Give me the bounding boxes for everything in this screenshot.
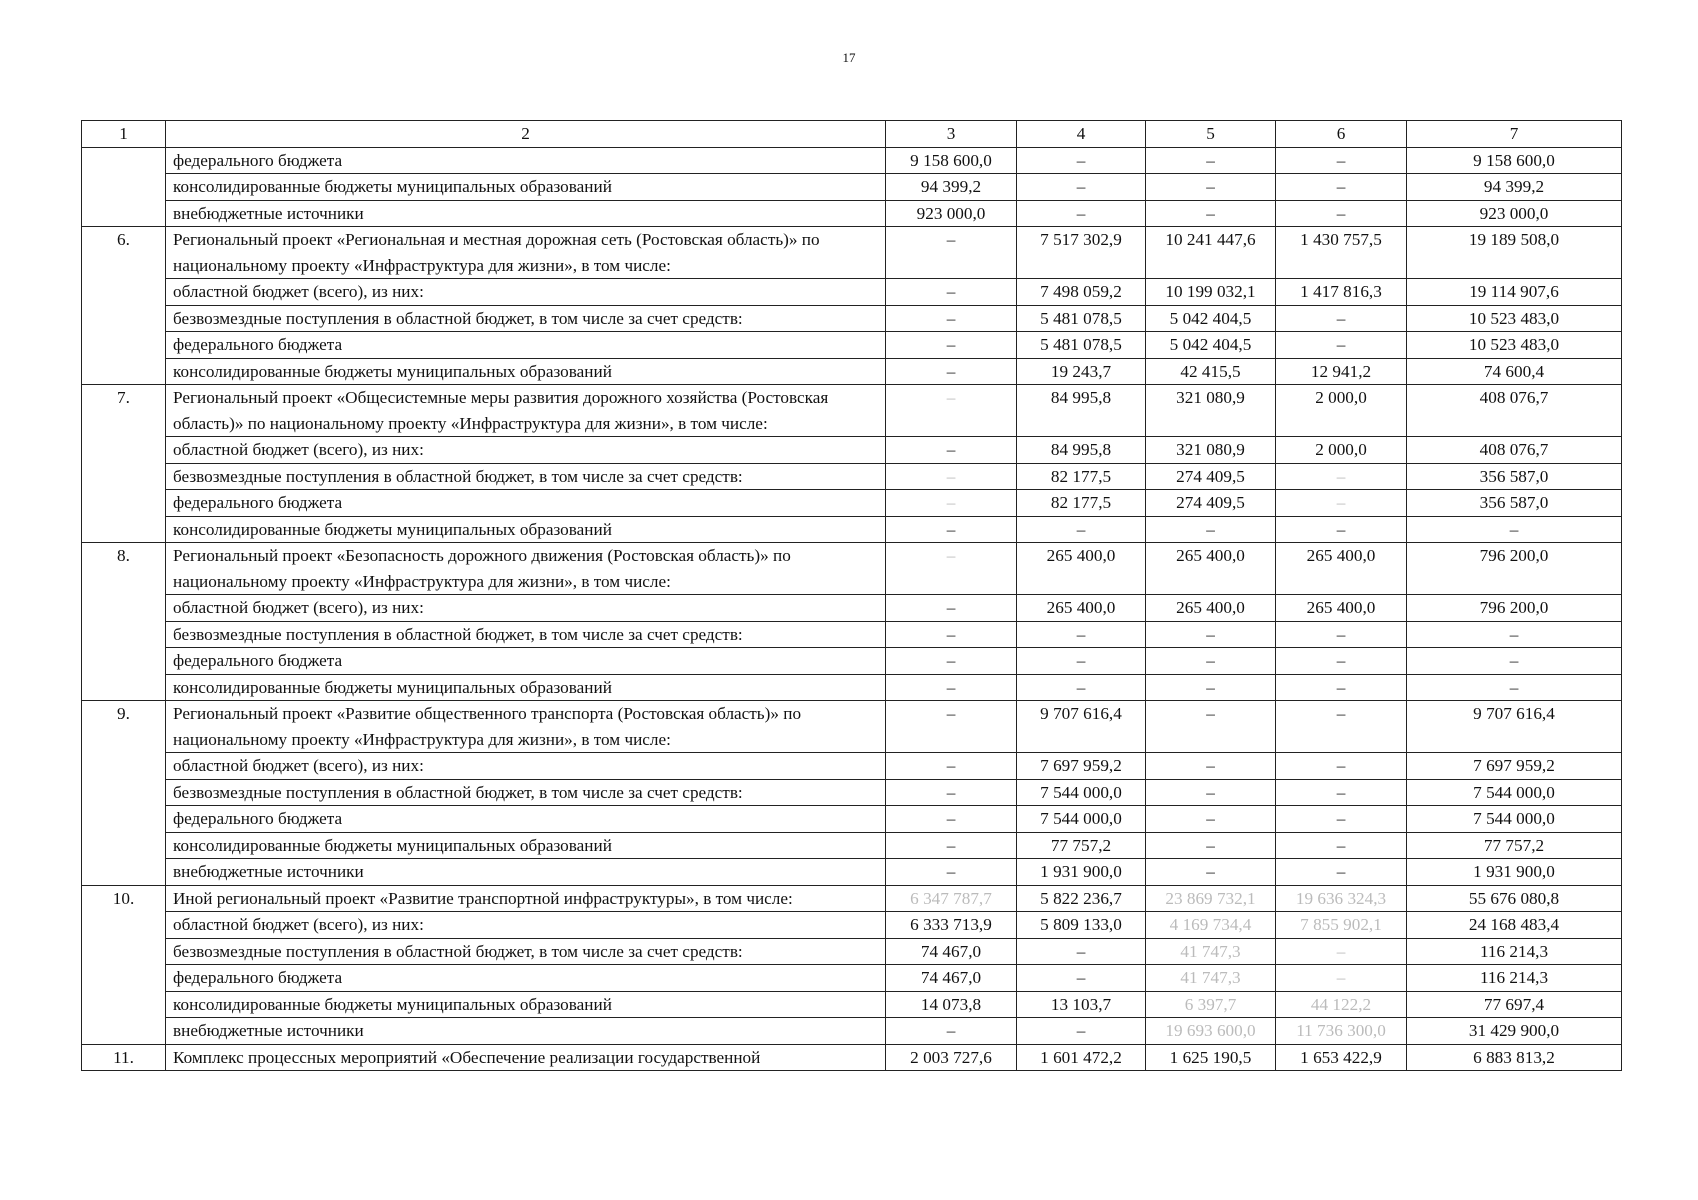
value-cell: 5 481 078,5	[1017, 305, 1146, 332]
value-cell: 2 003 727,6	[886, 1044, 1017, 1071]
value-cell: 19 243,7	[1017, 358, 1146, 385]
value-cell: 74 467,0	[886, 965, 1017, 992]
table-body	[82, 121, 1622, 1071]
value-cell: 7 544 000,0	[1017, 779, 1146, 806]
value-cell: –	[886, 701, 1017, 753]
value-cell: –	[1017, 674, 1146, 701]
value-cell: 74 467,0	[886, 938, 1017, 965]
row-number: 10.	[82, 885, 166, 1044]
header-cell: 5	[1146, 121, 1276, 148]
value-cell: 5 042 404,5	[1146, 305, 1276, 332]
row-label: Региональный проект «Безопасность дорожного движения (Ростовская область)» по национальному проекту «Инфраструктура для жизни», в том числе:	[166, 543, 886, 595]
value-cell: 6 333 713,9	[886, 912, 1017, 939]
value-cell: –	[1407, 516, 1622, 543]
value-cell: –	[1146, 621, 1276, 648]
row-label: Иной региональный проект «Развитие транспортной инфраструктуры», в том числе:	[166, 885, 886, 912]
table-row	[82, 147, 1622, 174]
value-cell: 796 200,0	[1407, 543, 1622, 595]
row-label: федерального бюджета	[166, 490, 886, 517]
row-label: консолидированные бюджеты муниципальных образований	[166, 674, 886, 701]
table-row	[82, 701, 1622, 753]
table-row	[82, 200, 1622, 227]
value-cell: –	[1407, 674, 1622, 701]
value-cell: 12 941,2	[1276, 358, 1407, 385]
row-number	[82, 147, 166, 227]
value-cell: 10 523 483,0	[1407, 332, 1622, 359]
value-cell: 2 000,0	[1276, 437, 1407, 464]
table-row	[82, 595, 1622, 622]
value-cell: 7 517 302,9	[1017, 227, 1146, 279]
row-label: безвозмездные поступления в областной бюджет, в том числе за счет средств:	[166, 938, 886, 965]
header-cell: 4	[1017, 121, 1146, 148]
table-row	[82, 938, 1622, 965]
value-cell: –	[1146, 174, 1276, 201]
value-cell: 84 995,8	[1017, 385, 1146, 437]
value-cell: –	[1017, 516, 1146, 543]
value-cell: –	[886, 279, 1017, 306]
table-row	[82, 463, 1622, 490]
value-cell: –	[886, 806, 1017, 833]
value-cell: 74 600,4	[1407, 358, 1622, 385]
table-row	[82, 779, 1622, 806]
table-row	[82, 991, 1622, 1018]
value-cell: –	[886, 358, 1017, 385]
value-cell: –	[1146, 516, 1276, 543]
value-cell: –	[886, 543, 1017, 595]
value-cell: 2 000,0	[1276, 385, 1407, 437]
value-cell: –	[886, 753, 1017, 780]
value-cell: –	[886, 832, 1017, 859]
value-cell: –	[886, 859, 1017, 886]
table-row	[82, 621, 1622, 648]
value-cell: 10 241 447,6	[1146, 227, 1276, 279]
row-label: федерального бюджета	[166, 332, 886, 359]
value-cell: –	[1276, 965, 1407, 992]
value-cell: 796 200,0	[1407, 595, 1622, 622]
value-cell: 1 931 900,0	[1017, 859, 1146, 886]
value-cell: 82 177,5	[1017, 490, 1146, 517]
value-cell: 11 736 300,0	[1276, 1018, 1407, 1045]
row-label: внебюджетные источники	[166, 1018, 886, 1045]
row-number: 7.	[82, 385, 166, 543]
value-cell: –	[1276, 305, 1407, 332]
value-cell: 7 697 959,2	[1407, 753, 1622, 780]
row-label: федерального бюджета	[166, 648, 886, 675]
table-row	[82, 1044, 1622, 1071]
table-row	[82, 174, 1622, 201]
value-cell: –	[886, 595, 1017, 622]
value-cell: 19 693 600,0	[1146, 1018, 1276, 1045]
table-row	[82, 674, 1622, 701]
value-cell: 7 697 959,2	[1017, 753, 1146, 780]
value-cell: 1 430 757,5	[1276, 227, 1407, 279]
value-cell: –	[1276, 753, 1407, 780]
value-cell: 23 869 732,1	[1146, 885, 1276, 912]
value-cell: 408 076,7	[1407, 385, 1622, 437]
table-row	[82, 859, 1622, 886]
value-cell: –	[1276, 701, 1407, 753]
value-cell: –	[1017, 200, 1146, 227]
row-label: безвозмездные поступления в областной бюджет, в том числе за счет средств:	[166, 779, 886, 806]
row-label: Региональный проект «Развитие общественного транспорта (Ростовская область)» по национальному проекту «Инфраструктура для жизни», в том числе:	[166, 701, 886, 753]
value-cell: –	[1276, 648, 1407, 675]
header-cell: 7	[1407, 121, 1622, 148]
value-cell: –	[1276, 200, 1407, 227]
value-cell: 10 523 483,0	[1407, 305, 1622, 332]
row-label: областной бюджет (всего), из них:	[166, 437, 886, 464]
value-cell: –	[886, 674, 1017, 701]
row-number: 11.	[82, 1044, 166, 1071]
value-cell: 4 169 734,4	[1146, 912, 1276, 939]
value-cell: 7 544 000,0	[1407, 806, 1622, 833]
row-label: консолидированные бюджеты муниципальных образований	[166, 358, 886, 385]
value-cell: 1 931 900,0	[1407, 859, 1622, 886]
value-cell: 321 080,9	[1146, 385, 1276, 437]
page-number: 17	[842, 50, 856, 65]
value-cell: –	[1276, 621, 1407, 648]
value-cell: 31 429 900,0	[1407, 1018, 1622, 1045]
value-cell: 5 809 133,0	[1017, 912, 1146, 939]
value-cell: 42 415,5	[1146, 358, 1276, 385]
value-cell: –	[1276, 516, 1407, 543]
value-cell: –	[1146, 859, 1276, 886]
row-label: безвозмездные поступления в областной бюджет, в том числе за счет средств:	[166, 463, 886, 490]
value-cell: 408 076,7	[1407, 437, 1622, 464]
value-cell: –	[886, 385, 1017, 437]
table-row	[82, 227, 1622, 279]
value-cell: –	[1146, 648, 1276, 675]
value-cell: 356 587,0	[1407, 463, 1622, 490]
value-cell: –	[1146, 200, 1276, 227]
value-cell: 77 757,2	[1017, 832, 1146, 859]
row-label: внебюджетные источники	[166, 200, 886, 227]
value-cell: 1 417 816,3	[1276, 279, 1407, 306]
value-cell: –	[1276, 832, 1407, 859]
value-cell: 19 189 508,0	[1407, 227, 1622, 279]
value-cell: –	[886, 227, 1017, 279]
value-cell: 19 636 324,3	[1276, 885, 1407, 912]
value-cell: 321 080,9	[1146, 437, 1276, 464]
value-cell: –	[886, 463, 1017, 490]
value-cell: 6 347 787,7	[886, 885, 1017, 912]
row-number: 8.	[82, 543, 166, 701]
table-row	[82, 912, 1622, 939]
value-cell: –	[1146, 147, 1276, 174]
table-row	[82, 385, 1622, 437]
table-row	[82, 832, 1622, 859]
row-label: областной бюджет (всего), из них:	[166, 279, 886, 306]
value-cell: –	[1017, 938, 1146, 965]
header-cell: 6	[1276, 121, 1407, 148]
row-label: консолидированные бюджеты муниципальных образований	[166, 832, 886, 859]
value-cell: –	[1276, 674, 1407, 701]
value-cell: –	[886, 648, 1017, 675]
value-cell: –	[886, 1018, 1017, 1045]
value-cell: 9 707 616,4	[1017, 701, 1146, 753]
row-label: федерального бюджета	[166, 147, 886, 174]
value-cell: 1 625 190,5	[1146, 1044, 1276, 1071]
value-cell: 5 042 404,5	[1146, 332, 1276, 359]
value-cell: –	[1146, 806, 1276, 833]
table-row	[82, 648, 1622, 675]
value-cell: 24 168 483,4	[1407, 912, 1622, 939]
value-cell: –	[1146, 832, 1276, 859]
value-cell: –	[886, 516, 1017, 543]
row-label: консолидированные бюджеты муниципальных образований	[166, 991, 886, 1018]
value-cell: –	[1017, 648, 1146, 675]
row-label: областной бюджет (всего), из них:	[166, 595, 886, 622]
header-cell: 1	[82, 121, 166, 148]
value-cell: 265 400,0	[1017, 595, 1146, 622]
table-row	[82, 516, 1622, 543]
value-cell: –	[886, 332, 1017, 359]
header-cell: 2	[166, 121, 886, 148]
value-cell: 13 103,7	[1017, 991, 1146, 1018]
table-row	[82, 1018, 1622, 1045]
value-cell: 265 400,0	[1276, 595, 1407, 622]
budget-table	[81, 120, 1622, 1071]
value-cell: 1 653 422,9	[1276, 1044, 1407, 1071]
value-cell: 923 000,0	[886, 200, 1017, 227]
row-label: внебюджетные источники	[166, 859, 886, 886]
table-row	[82, 753, 1622, 780]
row-label: федерального бюджета	[166, 806, 886, 833]
row-number: 6.	[82, 227, 166, 385]
value-cell: 356 587,0	[1407, 490, 1622, 517]
value-cell: –	[1276, 806, 1407, 833]
table-row	[82, 358, 1622, 385]
value-cell: 116 214,3	[1407, 938, 1622, 965]
value-cell: –	[1017, 174, 1146, 201]
value-cell: 1 601 472,2	[1017, 1044, 1146, 1071]
value-cell: –	[1276, 490, 1407, 517]
table-row	[82, 806, 1622, 833]
header-cell: 3	[886, 121, 1017, 148]
value-cell: 77 757,2	[1407, 832, 1622, 859]
value-cell: 9 158 600,0	[886, 147, 1017, 174]
value-cell: –	[1017, 1018, 1146, 1045]
value-cell: –	[1276, 938, 1407, 965]
value-cell: –	[1276, 332, 1407, 359]
row-label: безвозмездные поступления в областной бюджет, в том числе за счет средств:	[166, 305, 886, 332]
value-cell: –	[886, 779, 1017, 806]
value-cell: 7 855 902,1	[1276, 912, 1407, 939]
row-number: 9.	[82, 701, 166, 886]
value-cell: 9 707 616,4	[1407, 701, 1622, 753]
value-cell: 6 883 813,2	[1407, 1044, 1622, 1071]
value-cell: 265 400,0	[1017, 543, 1146, 595]
value-cell: –	[886, 490, 1017, 517]
value-cell: –	[1276, 463, 1407, 490]
value-cell: 82 177,5	[1017, 463, 1146, 490]
value-cell: 265 400,0	[1276, 543, 1407, 595]
table-row	[82, 543, 1622, 595]
value-cell: 274 409,5	[1146, 463, 1276, 490]
table-row	[82, 965, 1622, 992]
value-cell: 14 073,8	[886, 991, 1017, 1018]
row-label: областной бюджет (всего), из них:	[166, 912, 886, 939]
value-cell: 41 747,3	[1146, 938, 1276, 965]
value-cell: 19 114 907,6	[1407, 279, 1622, 306]
row-label: областной бюджет (всего), из них:	[166, 753, 886, 780]
value-cell: –	[886, 305, 1017, 332]
value-cell: 94 399,2	[1407, 174, 1622, 201]
table-row	[82, 305, 1622, 332]
value-cell: 265 400,0	[1146, 543, 1276, 595]
value-cell: 44 122,2	[1276, 991, 1407, 1018]
value-cell: 55 676 080,8	[1407, 885, 1622, 912]
value-cell: 265 400,0	[1146, 595, 1276, 622]
value-cell: –	[1146, 753, 1276, 780]
value-cell: –	[886, 437, 1017, 464]
value-cell: –	[1276, 174, 1407, 201]
value-cell: 7 544 000,0	[1407, 779, 1622, 806]
table-row	[82, 279, 1622, 306]
value-cell: –	[1276, 779, 1407, 806]
row-label: Комплекс процессных мероприятий «Обеспечение реализации государственной	[166, 1044, 886, 1071]
row-label: Региональный проект «Региональная и местная дорожная сеть (Ростовская область)» по национальному проекту «Инфраструктура для жизни», в том числе:	[166, 227, 886, 279]
row-label: федерального бюджета	[166, 965, 886, 992]
value-cell: 5 481 078,5	[1017, 332, 1146, 359]
table-row	[82, 437, 1622, 464]
value-cell: –	[1146, 701, 1276, 753]
value-cell: 77 697,4	[1407, 991, 1622, 1018]
row-label: консолидированные бюджеты муниципальных образований	[166, 174, 886, 201]
row-label: безвозмездные поступления в областной бюджет, в том числе за счет средств:	[166, 621, 886, 648]
header-row	[82, 121, 1622, 148]
value-cell: 94 399,2	[886, 174, 1017, 201]
row-label: консолидированные бюджеты муниципальных образований	[166, 516, 886, 543]
table-row	[82, 885, 1622, 912]
value-cell: –	[1017, 147, 1146, 174]
value-cell: –	[1407, 621, 1622, 648]
value-cell: 84 995,8	[1017, 437, 1146, 464]
value-cell: –	[1407, 648, 1622, 675]
value-cell: 41 747,3	[1146, 965, 1276, 992]
row-label: Региональный проект «Общесистемные меры развития дорожного хозяйства (Ростовская область)» по национальному проекту «Инфраструктура для жизни», в том числе:	[166, 385, 886, 437]
value-cell: 7 544 000,0	[1017, 806, 1146, 833]
table-row	[82, 490, 1622, 517]
value-cell: –	[1276, 859, 1407, 886]
value-cell: 923 000,0	[1407, 200, 1622, 227]
value-cell: 6 397,7	[1146, 991, 1276, 1018]
value-cell: –	[1017, 621, 1146, 648]
value-cell: –	[1146, 779, 1276, 806]
value-cell: 274 409,5	[1146, 490, 1276, 517]
value-cell: –	[886, 621, 1017, 648]
value-cell: –	[1017, 965, 1146, 992]
value-cell: 10 199 032,1	[1146, 279, 1276, 306]
table-row	[82, 332, 1622, 359]
value-cell: –	[1276, 147, 1407, 174]
value-cell: 116 214,3	[1407, 965, 1622, 992]
value-cell: 5 822 236,7	[1017, 885, 1146, 912]
value-cell: –	[1146, 674, 1276, 701]
value-cell: 7 498 059,2	[1017, 279, 1146, 306]
value-cell: 9 158 600,0	[1407, 147, 1622, 174]
